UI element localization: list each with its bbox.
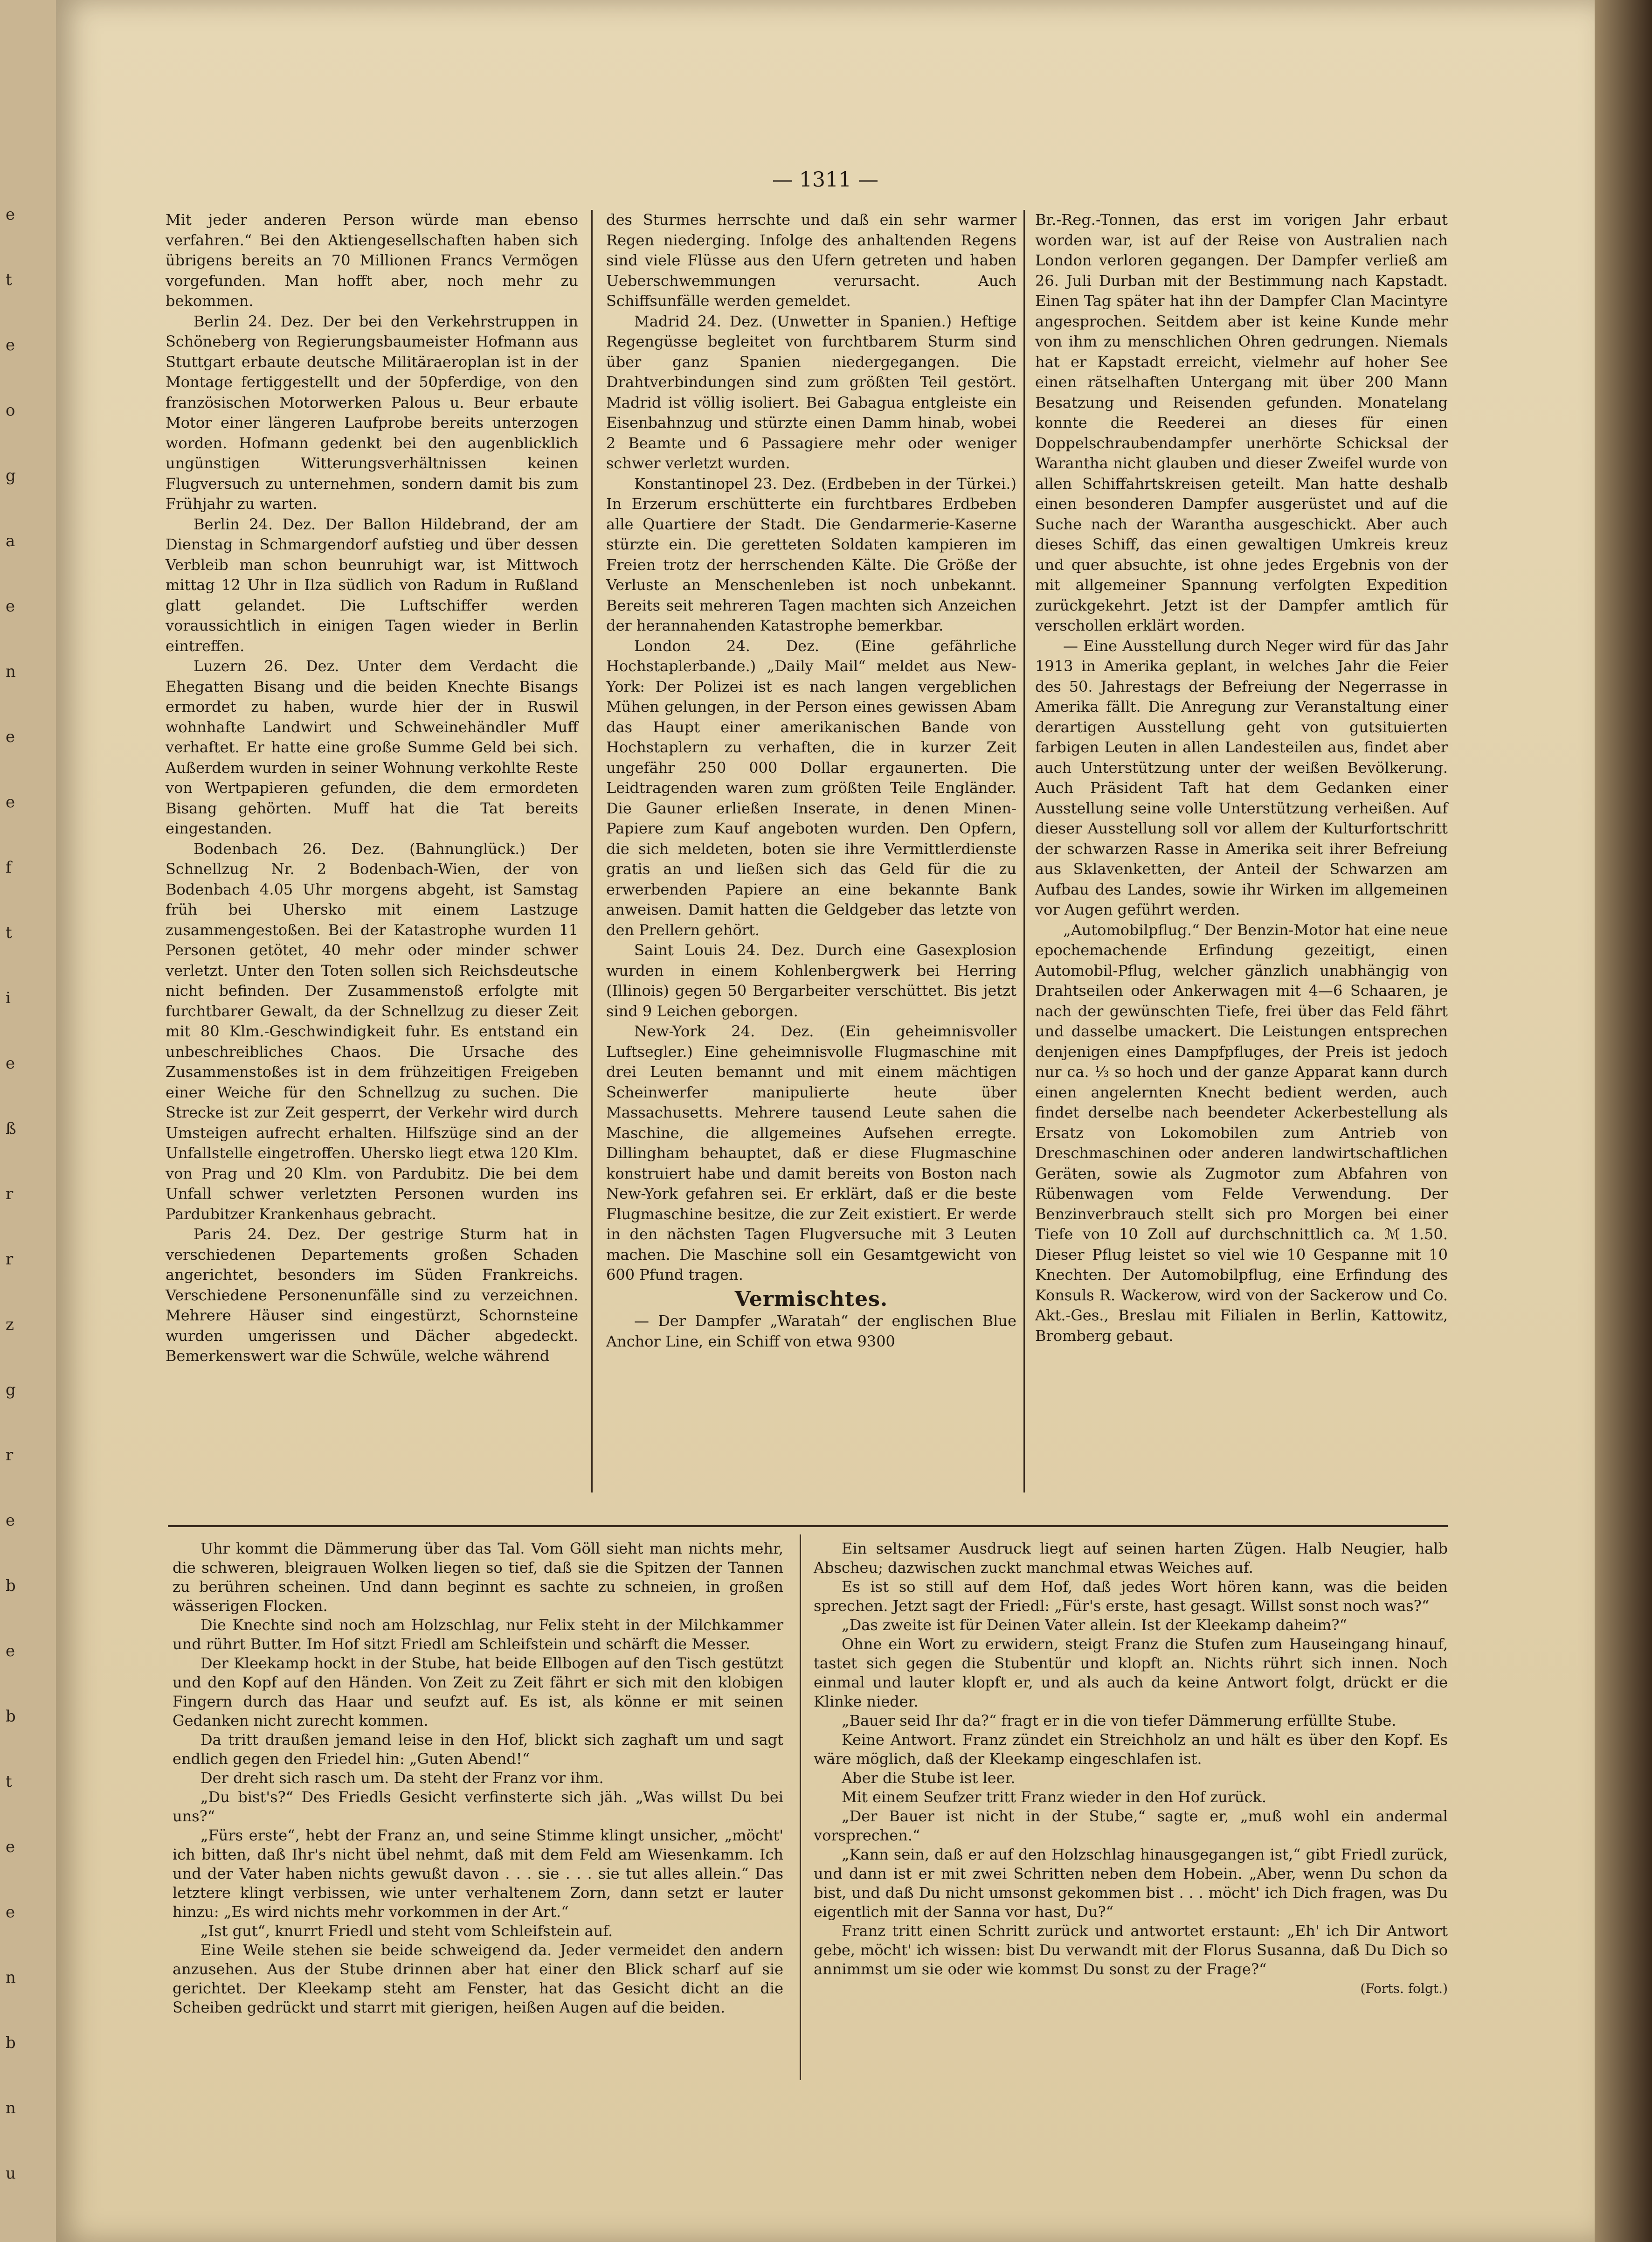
paragraph: Keine Antwort. Franz zündet ein Streichholz an und hält es über den Kopf. Es wäre möglich, daß der Kleekamp eingeschlafen ist.: [814, 1731, 1448, 1768]
column-2: [606, 210, 1016, 1352]
margin-fragment: e: [6, 336, 15, 354]
paragraph: London 24. Dez. (Eine gefährliche Hochstaplerbande.) „Daily Mail“ meldet aus New-York: Der Polizei ist es nach langen vergeblichen Mühen gelungen, in der Person eines gewissen Abam das Haupt einer amerikanischen Bande von Hochstaplern zu verhaften, die in kurzer Zeit ungefähr 250 000 Dollar ergaunerten. Die Leidtragenden waren zum größten Teile Engländer. Die Gauner erließen Inserate, in denen Minen-Papiere zum Kauf angeboten wurden. Den Opfern, die sich meldeten, boten sie ihre Vermittlerdienste gratis an und ließen sich das Geld für die zu erwerbenden Papiere an eine bekannte Bank anweisen. Damit hatten die Geldgeber das letzte von den Prellern gehört.: [606, 637, 1016, 939]
margin-fragment: r: [6, 1185, 14, 1203]
paragraph: Es ist so still auf dem Hof, daß jedes Wort hören kann, was die beiden sprechen. Jetzt sagt der Friedl: „Für's erste, hast gesagt. Willst sonst noch was?“: [814, 1578, 1448, 1615]
paragraph: „Der Bauer ist nicht in der Stube,“ sagte er, „muß wohl ein andermal vorsprechen.“: [814, 1807, 1448, 1844]
margin-fragment: r: [6, 1446, 14, 1465]
paragraph: Mit jeder anderen Person würde man ebenso verfahren.“ Bei den Aktiengesellschaften haben sich übrigens bereits an 70 Millionen Francs Vermögen vorgefunden. Man hofft aber, noch mehr zu bekommen.: [166, 211, 578, 310]
margin-fragment: n: [6, 1968, 16, 1987]
feuilleton-rule: [168, 1525, 1448, 1527]
paragraph: „Fürs erste“, hebt der Franz an, und seine Stimme klingt unsicher, „möcht' ich bitten, daß Ihr's nicht übel nehmt, daß mit dem Feld am Wiesenkamm. Ich und der Vater haben nichts gewußt davon . . . sie . . . sie tut alles allein.“ Das letztere klingt verbissen, wie unter verhaltenem Zorn, dann setzt er lauter hinzu: „Es wird nichts mehr vorkommen in der Art.“: [173, 1826, 783, 1921]
margin-fragment: t: [6, 923, 12, 942]
margin-fragment: i: [6, 989, 11, 1007]
margin-fragment: f: [6, 858, 12, 877]
margin-fragment: g: [6, 466, 16, 485]
paragraph: des Sturmes herrschte und daß ein sehr warmer Regen niederging. Infolge des anhaltenden Regens sind viele Flüsse aus den Ufern getreten und haben Ueberschwemmungen verursacht. Auch Schiffsunfälle werden gemeldet.: [606, 211, 1016, 310]
paragraph: „Bauer seid Ihr da?“ fragt er in die von tiefer Dämmerung erfüllte Stube.: [842, 1712, 1396, 1729]
column-3: [1035, 210, 1448, 1346]
continued-note: (Forts. folgt.): [1360, 1981, 1448, 1996]
margin-fragment: z: [6, 1315, 14, 1334]
margin-fragment: e: [6, 1054, 15, 1073]
paragraph: Madrid 24. Dez. (Unwetter in Spanien.) Heftige Regengüsse begleitet von furchtbarem Sturm sind über ganz Spanien niedergegangen. Die Drahtverbindungen sind zum größten Teil gestört. Madrid ist völlig isoliert. Bei Gabagua entgleiste ein Eisenbahnzug und stürzte einen Damm hinab, wobei 2 Beamte und 6 Passagiere mehr oder weniger schwer verletzt wurden.: [606, 312, 1016, 472]
paragraph: „Kann sein, daß er auf den Holzschlag hinausgegangen ist,“ gibt Friedl zurück, und dann ist er mit zwei Schritten neben dem Hobein. „Aber, wenn Du schon da bist, und daß Du nicht umsonst gekommen bist . . . möcht' ich Dich fragen, was Du eigentlich mit der Sanna vor hast, Du?“: [814, 1846, 1448, 1921]
paragraph: Der dreht sich rasch um. Da steht der Franz vor ihm.: [200, 1769, 604, 1787]
paragraph: „Ist gut“, knurrt Friedl und steht vom Schleifstein auf.: [200, 1922, 613, 1940]
scan-right-edge: [1595, 0, 1652, 2242]
feuilleton-right: [814, 1539, 1448, 1998]
page-number: — 1311 —: [772, 168, 878, 192]
paragraph: Aber die Stube ist leer.: [842, 1769, 1016, 1787]
paragraph: Ein seltsamer Ausdruck liegt auf seinen harten Zügen. Halb Neugier, halb Abscheu; dazwischen zuckt manchmal etwas Weiches auf.: [814, 1540, 1448, 1576]
paragraph: Paris 24. Dez. Der gestrige Sturm hat in verschiedenen Departements großen Schaden angerichtet, besonders im Süden Frankreichs. Verschiedene Personenunfälle sind zu verzeichnen. Mehrere Häuser sind eingestürzt, Schornsteine wurden umgerissen und Dächer abgedeckt. Bemerkenswert war die Schwüle, welche während: [166, 1225, 578, 1365]
paragraph: „Das zweite ist für Deinen Vater allein. Ist der Kleekamp daheim?“: [842, 1616, 1347, 1634]
margin-fragment: e: [6, 1838, 15, 1856]
margin-fragment: e: [6, 793, 15, 812]
margin-fragment: g: [6, 1381, 16, 1399]
paragraph: „Automobilpflug.“ Der Benzin-Motor hat eine neue epochemachende Erfindung gezeitigt, einen Automobil-Pflug, welcher gänzlich unabhängig von Drahtseilen oder Ankerwagen mit 4—6 Schaaren, je nach der gewünschten Tiefe, frei über das Feld fährt und dasselbe umackert. Die Leistungen entsprechen denjenigen eines Dampfpfluges, der Preis ist jedoch nur ca. ⅓ so hoch und der ganze Apparat kann durch einen angelernten Knecht bedient werden, auch findet derselbe nach beendeter Ackerbestellung als Ersatz von Lokomobilen zum Antrieb von Dreschmaschinen oder anderen landwirtschaftlichen Geräten, sowie als Zugmotor zum Abfahren von Rübenwagen vom Felde Verwendung. Der Benzinverbrauch stellt sich pro Morgen bei einer Tiefe von 10 Zoll auf durchschnittlich ca. ℳ 1.50. Dieser Pflug leistet so viel wie 10 Gespanne mit 10 Knechten. Der Automobilpflug, eine Erfindung des Konsuls R. Wackerow, wird von der Sackerow und Co. Akt.-Ges., Breslau mit Filialen in Berlin, Kattowitz, Bromberg gebaut.: [1035, 921, 1448, 1345]
margin-fragment: r: [6, 1250, 14, 1269]
margin-fragment: e: [6, 728, 15, 746]
paragraph: New-York 24. Dez. (Ein geheimnisvoller Luftsegler.) Eine geheimnisvolle Flugmaschine mit drei Leuten bemannt und mit einem mächtigen Scheinwerfer manipulierte heute über Massachusetts. Mehrere tausend Leute sahen die Maschine, die allgemeines Aufsehen erregte. Dillingham behauptet, daß er diese Flugmaschine konstruiert habe und damit bereits von Boston nach New-York gefahren sei. Er erklärt, daß er die beste Flugmaschine besitze, die zur Zeit existiert. Er werde in den nächsten Tagen Flugversuche mit 3 Leuten machen. Die Maschine soll ein Gesamtgewicht von 600 Pfund tragen.: [606, 1022, 1016, 1284]
margin-fragment: t: [6, 1772, 12, 1791]
paragraph: Die Knechte sind noch am Holzschlag, nur Felix steht in der Milchkammer und rührt Butter. Im Hof sitzt Friedl am Schleifstein und schärft die Messer.: [173, 1616, 783, 1653]
margin-fragment: b: [6, 2034, 16, 2052]
paragraph: Eine Weile stehen sie beide schweigend da. Jeder vermeidet den andern anzusehen. Aus der Stube drinnen aber hat einer den Blick scharf auf sie gerichtet. Der Kleekamp steht am Fenster, hat das Gesicht dicht an die Scheiben gedrückt und starrt mit gierigen, heißen Augen auf die beiden.: [173, 1941, 783, 2016]
margin-fragment: b: [6, 1576, 16, 1595]
margin-fragment: n: [6, 2099, 16, 2117]
paragraph: Mit einem Seufzer tritt Franz wieder in den Hof zurück.: [842, 1788, 1267, 1806]
paragraph: Konstantinopel 23. Dez. (Erdbeben in der Türkei.) In Erzerum erschütterte ein furchtbares Erdbeben alle Quartiere der Stadt. Die Gendarmerie-Kaserne stürzte ein. Die geretteten Soldaten kampieren im Freien trotz der herrschenden Kälte. Die Größe der Verluste an Menschenleben ist noch unbekannt. Bereits seit mehreren Tagen machten sich Anzeichen der herannahenden Katastrophe bemerkbar.: [606, 474, 1016, 634]
margin-fragment: a: [6, 532, 15, 550]
margin-fragment: t: [6, 271, 12, 289]
margin-fragment: n: [6, 662, 16, 681]
paragraph: Der Kleekamp hockt in der Stube, hat beide Ellbogen auf den Tisch gestützt und den Kopf auf den Händen. Von Zeit zu Zeit fährt er sich mit den klobigen Fingern durch das Haar und seufzt auf. Es ist, als könne er mit seinen Gedanken nicht zurecht kommen.: [173, 1654, 783, 1729]
margin-fragment: e: [6, 597, 15, 616]
paragraph: Bodenbach 26. Dez. (Bahnunglück.) Der Schnellzug Nr. 2 Bodenbach-Wien, der von Bodenbach 4.05 Uhr morgens abgeht, ist Samstag früh bei Uhersko mit einem Lastzuge zusammengestoßen. Bei der Katastrophe wurden 11 Personen getötet, 40 mehr oder minder schwer verletzt. Unter den Toten sollen sich Reichsdeutsche nicht befinden. Der Zusammenstoß erfolgte mit furchtbarer Gewalt, da der Schnellzug zu dieser Zeit mit 80 Klm.-Geschwindigkeit fuhr. Es entstand ein unbeschreibliches Chaos. Die Ursache des Zusammenstoßes ist in dem frühzeitigen Freigeben einer Weiche für den Schnellzug zu suchen. Die Strecke ist zur Zeit gesperrt, der Verkehr wird durch Umsteigen aufrecht erhalten. Hilfszüge sind an der Unfallstelle eingetroffen. Uhersko liegt etwa 120 Klm. von Prag und 20 Klm. von Pardubitz. Die bei dem Unfall schwer verletzten Personen wurden ins Pardubitzer Krankenhaus gebracht.: [166, 840, 578, 1223]
margin-fragment: ß: [6, 1119, 16, 1138]
feuilleton-divider: [800, 1534, 801, 2080]
column-divider-2: [1023, 210, 1025, 1492]
paragraph: Ohne ein Wort zu erwidern, steigt Franz die Stufen zum Hauseingang hinauf, tastet sich gegen die Stubentür und klopft an. Nichts rührt sich innen. Noch einmal und lauter klopft er, und als auch da keine Antwort folgt, drückt er die Klinke nieder.: [814, 1635, 1448, 1710]
paragraph: „Du bist's?“ Des Friedls Gesicht verfinsterte sich jäh. „Was willst Du bei uns?“: [173, 1788, 783, 1825]
section-text: — Der Dampfer „Waratah“ der englischen Blue Anchor Line, ein Schiff von etwa 9300: [606, 1312, 1016, 1350]
margin-fragment: o: [6, 401, 15, 420]
paragraph: Uhr kommt die Dämmerung über das Tal. Vom Göll sieht man nichts mehr, die schweren, bleigrauen Wolken liegen so tief, daß sie die Spitzen der Tannen zu berühren scheinen. Und dann beginnt es sachte zu schneien, in großen wässerigen Flocken.: [173, 1540, 783, 1615]
paragraph: Berlin 24. Dez. Der bei den Verkehrstruppen in Schöneberg von Regierungsbaumeister Hofmann aus Stuttgart erbaute deutsche Militäraeroplan ist in der Montage fertiggestellt und der 50pferdige, von den französischen Motorwerken Palous u. Beur erbaute Motor einer längeren Laufprobe bereits unterzogen worden. Hofmann gedenkt bei den augenblicklich ungünstigen Witterungsverhältnissen keinen Flugversuch zu unternehmen, sondern damit bis zum Frühjahr zu warten.: [166, 312, 578, 513]
paragraph: Saint Louis 24. Dez. Durch eine Gasexplosion wurden in einem Kohlenbergwerk bei Herring (Illinois) gegen 50 Bergarbeiter verschüttet. Bis jetzt sind 9 Leichen geborgen.: [606, 941, 1016, 1020]
margin-fragment: e: [6, 1511, 15, 1530]
paragraph: — Eine Ausstellung durch Neger wird für das Jahr 1913 in Amerika geplant, in welches Jahr die Feier des 50. Jahrestags der Befreiung der Negerrasse in Amerika fällt. Die Anregung zur Veranstaltung einer derartigen Ausstellung geht von gutsituierten farbigen Leuten in allen Landesteilen aus, findet aber auch Unterstützung unter der weißen Bevölkerung. Auch Präsident Taft hat dem Gedanken einer Ausstellung seine volle Unterstützung verheißen. Auf dieser Ausstellung soll vor allem der Kulturfortschritt der schwarzen Rasse in Amerika seit ihrer Befreiung aus Sklavenketten, der Anteil der Schwarzen am Aufbau des Landes, sowie ihr Wirken im allgemeinen vor Augen geführt werden.: [1035, 637, 1448, 918]
margin-fragment: u: [6, 2164, 16, 2183]
feuilleton-left: [173, 1539, 783, 2017]
margin-fragment: e: [6, 205, 15, 224]
paragraph: Br.-Reg.-Tonnen, das erst im vorigen Jahr erbaut worden war, ist auf der Reise von Australien nach London verloren gegangen. Der Dampfer verließ am 26. Juli Durban mit der Bestimmung nach Kapstadt. Einen Tag später hat ihn der Dampfer Clan Macintyre angesprochen. Seitdem aber ist keine Kunde mehr von ihm zu menschlichen Ohren gedrungen. Niemals hat er Kapstadt erreicht, vielmehr auf hoher See einen rätselhaften Untergang mit über 200 Mann Besatzung und Reisenden gefunden. Monatelang konnte die Reederei an dieses für einen Doppelschraubendampfer unerhörte Schicksal der Warantha nicht glauben und dieser Zweifel wurde von allen Schiffahrtskreisen geteilt. Man hatte deshalb einen besonderen Dampfer ausgerüstet und auf die Suche nach der Warantha ausgeschickt. Aber auch dieses Schiff, das einen gewaltigen Umkreis kreuz und quer absuchte, ist ohne jedes Ergebnis von der mit allgemeiner Spannung verfolgten Expedition zurückgekehrt. Jetzt ist der Dampfer amtlich für verschollen erklärt worden.: [1035, 211, 1448, 634]
paragraph: Luzern 26. Dez. Unter dem Verdacht die Ehegatten Bisang und die beiden Knechte Bisangs ermordet zu haben, wurde hier der in Ruswil wohnhafte Landwirt und Schweinehändler Muff verhaftet. Er hatte eine große Summe Geld bei sich. Außerdem wurden in seiner Wohnung verkohlte Reste von Wertpapieren gefunden, die dem ermordeten Bisang gehörten. Muff hat die Tat bereits eingestanden.: [166, 657, 578, 837]
section-heading: Vermischtes.: [734, 1287, 888, 1311]
paragraph: Berlin 24. Dez. Der Ballon Hildebrand, der am Dienstag in Schmargendorf aufstieg und über dessen Verbleib man schon beunruhigt war, ist Mittwoch mittag 12 Uhr in Ilza südlich von Radum in Rußland glatt gelandet. Die Luftschiffer werden voraussichtlich in einigen Tagen wieder in Berlin eintreffen.: [166, 515, 578, 655]
margin-fragment: e: [6, 1642, 15, 1660]
column-divider-1: [591, 210, 593, 1492]
paragraph: Franz tritt einen Schritt zurück und antwortet erstaunt: „Eh' ich Dir Antwort gebe, möcht' ich wissen: bist Du verwandt mit der Florus Susanna, daß Du Dich so annimmst um sie oder wie kommst Du sonst zu der Frage?“: [814, 1922, 1448, 1978]
margin-fragment: b: [6, 1707, 16, 1726]
column-1: [166, 210, 578, 1367]
paragraph: Da tritt draußen jemand leise in den Hof, blickt sich zaghaft um und sagt endlich gegen den Friedel hin: „Guten Abend!“: [173, 1731, 783, 1768]
margin-fragment: e: [6, 1903, 15, 1922]
